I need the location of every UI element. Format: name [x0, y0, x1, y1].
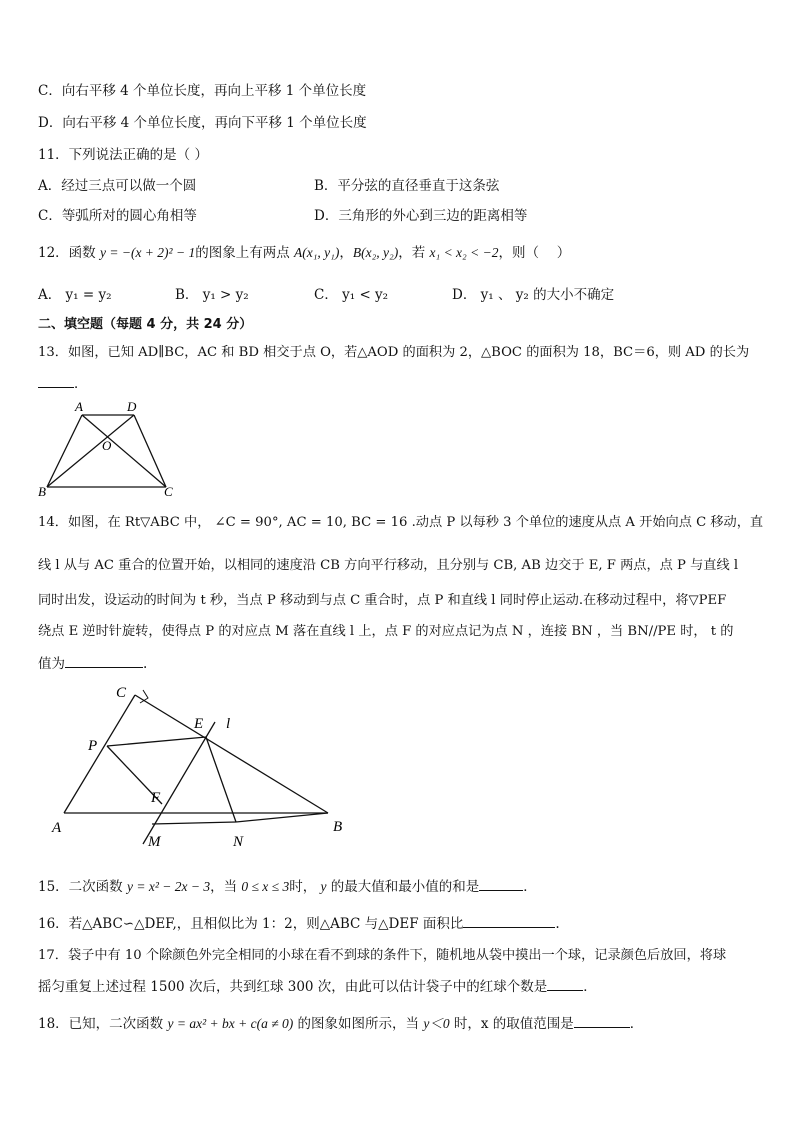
- label-c: C: [116, 685, 127, 701]
- segment-en: [206, 737, 236, 822]
- q15-end: ．: [523, 879, 537, 895]
- label-o: O: [102, 438, 112, 453]
- q16-stem: [38, 913, 560, 934]
- q11-option-b: B．平分弦的直径垂直于这条弦: [314, 178, 500, 194]
- q15-answer-blank: [479, 876, 523, 891]
- q12-stem-mid: 的图象上有两点: [195, 245, 294, 261]
- segment-ac: [82, 415, 166, 487]
- q13-figure: [30, 395, 190, 500]
- label-b: B: [333, 819, 343, 835]
- q14-figure: [40, 680, 360, 855]
- segment-cb: [135, 695, 328, 813]
- q15-stem: [38, 876, 537, 897]
- q11-option-a: A．经过三点可以做一个圆: [38, 178, 197, 194]
- label-a: A: [52, 820, 62, 836]
- q18-prefix: 18．已知，二次函数: [38, 1016, 168, 1032]
- q12-option-c: C． y₁ < y₂: [314, 287, 389, 303]
- q15-end-text: 的最大值和最小值的和是: [326, 879, 480, 895]
- segment-bn: [236, 813, 328, 822]
- q12-stem-prefix: 12．函数: [38, 245, 100, 261]
- q15-prefix: 15．二次函数: [38, 879, 127, 895]
- q14-line-1: 14．如图，在 Rt▽ABC 中， ∠C = 90°, AC = 10, BC = 16 .动点 P 以每秒 3 个单位的速度从点 A 开始向点 C 移动，直: [38, 515, 764, 530]
- q18-mid: 的图象如图所示，当: [293, 1016, 424, 1032]
- segment-pe: [107, 737, 206, 746]
- q18-formula: y = ax² + bx + c(a ≠ 0): [167, 1016, 294, 1031]
- q16-end: .: [555, 916, 560, 932]
- q15-formula: y = x² − 2x − 3: [126, 879, 211, 894]
- label-c: C: [164, 484, 173, 499]
- segment-mn: [152, 822, 236, 824]
- q17-line-1: 17．袋子中有 10 个除颜色外完全相同的小球在看不到球的条件下，随机地从袋中摸出一个球，记录颜色后放回，将球: [38, 948, 727, 963]
- q18-stem: [38, 1013, 643, 1034]
- q11-stem: 11．下列说法正确的是（ ）: [38, 147, 208, 163]
- q18-end-text: 时，x 的取值范围是: [449, 1016, 574, 1032]
- q18-condition: y＜0: [423, 1016, 450, 1031]
- right-angle-mark: [140, 690, 148, 703]
- q14-line-3: 同时出发，设运动的时间为 t 秒，当点 P 移动到与点 C 重合时，点 P 和直线 l 同时停止运动.在移动过程中，将▽PEF: [38, 593, 727, 608]
- label-l: l: [226, 716, 231, 732]
- q14-line-2: 线 l 从与 AC 重合的位置开始，以相同的速度沿 CB 方向平行移动，且分别与 CB, AB 边交于 E, F 两点，点 P 与直线 l: [38, 558, 739, 573]
- q18-answer-blank: [574, 1013, 630, 1028]
- label-f: F: [151, 790, 161, 806]
- q11-option-d: D．三角形的外心到三边的距离相等: [314, 208, 528, 224]
- q15-var: y: [320, 879, 327, 894]
- q10-option-c: C．向右平移 4 个单位长度，再向上平移 1 个单位长度: [38, 83, 367, 99]
- q11-option-c: C．等弧所对的圆心角相等: [38, 208, 197, 224]
- q12-cond-prefix: ，若: [398, 245, 430, 261]
- line-l: [143, 722, 215, 844]
- label-d: D: [127, 399, 137, 414]
- q10-option-d: D．向右平移 4 个单位长度，再向下平移 1 个单位长度: [38, 115, 367, 131]
- q14-line-4: 绕点 E 逆时针旋转，使得点 P 的对应点 M 落在直线 l 上，点 F 的对应点记为点 N ，连接 BN ，当 BN//PE 时， t 的: [38, 624, 734, 639]
- label-e: E: [194, 716, 204, 732]
- label-n: N: [233, 834, 244, 850]
- q12-stem-end: ，则（ ）: [498, 245, 571, 261]
- q12-option-d: D． y₁ 、 y₂ 的大小不确定: [452, 287, 615, 303]
- q12-formula: y = −(x + 2)² − 1: [99, 245, 196, 260]
- q17-answer-blank: [547, 976, 583, 991]
- q15-mid: ，当: [210, 879, 242, 895]
- segment-ab: [47, 415, 82, 487]
- section-heading-fill-in: 二、填空题（每题 4 分，共 24 分）: [38, 317, 253, 332]
- q13-end: ．: [74, 376, 88, 392]
- q14-answer-blank: [65, 653, 143, 668]
- segment-dc: [134, 415, 166, 487]
- q18-end: ．: [629, 1016, 644, 1032]
- label-p: P: [88, 738, 98, 754]
- q12-option-a: A． y₁ = y₂: [38, 287, 112, 303]
- q12-point-b: B(x₂, y₂): [352, 245, 399, 260]
- q13-answer-line: [38, 373, 88, 394]
- label-a: A: [75, 399, 83, 414]
- q12-condition: x₁ < x₂ < −2: [429, 245, 499, 260]
- q16-text: 16．若△ABC∽△DEF,，且相似比为 1：2，则△ABC 与△DEF 面积比: [38, 916, 464, 932]
- q12-option-b: B． y₁ > y₂: [175, 287, 249, 303]
- segment-ac: [64, 695, 135, 813]
- q13-stem: 13．如图，已知 AD∥BC，AC 和 BD 相交于点 O，若△AOD 的面积为 2，△BOC 的面积为 18，BC＝6，则 AD 的长为: [38, 345, 750, 360]
- q15-condition: 0 ≤ x ≤ 3: [241, 879, 290, 894]
- q17-line-2: [38, 976, 597, 997]
- label-m: M: [148, 834, 161, 850]
- q12-sep: ，: [339, 245, 353, 261]
- q12-point-a: A(x₁, y₁): [294, 245, 340, 260]
- q14-line-5-end: .: [143, 656, 148, 672]
- label-b: B: [38, 484, 46, 499]
- q14-line-5-prefix: 值为: [38, 656, 65, 672]
- q13-answer-blank: [38, 373, 74, 388]
- q17-line-2-text: 摇匀重复上述过程 1500 次后，共到红球 300 次，由此可以估计袋子中的红球个数是: [38, 979, 548, 995]
- q16-answer-blank: [463, 913, 555, 928]
- q15-mid2: 时，: [289, 879, 321, 895]
- q12-stem: [38, 243, 570, 263]
- q14-line-5: [38, 653, 147, 674]
- segment-bd: [47, 415, 134, 487]
- q17-end: ．: [583, 979, 597, 995]
